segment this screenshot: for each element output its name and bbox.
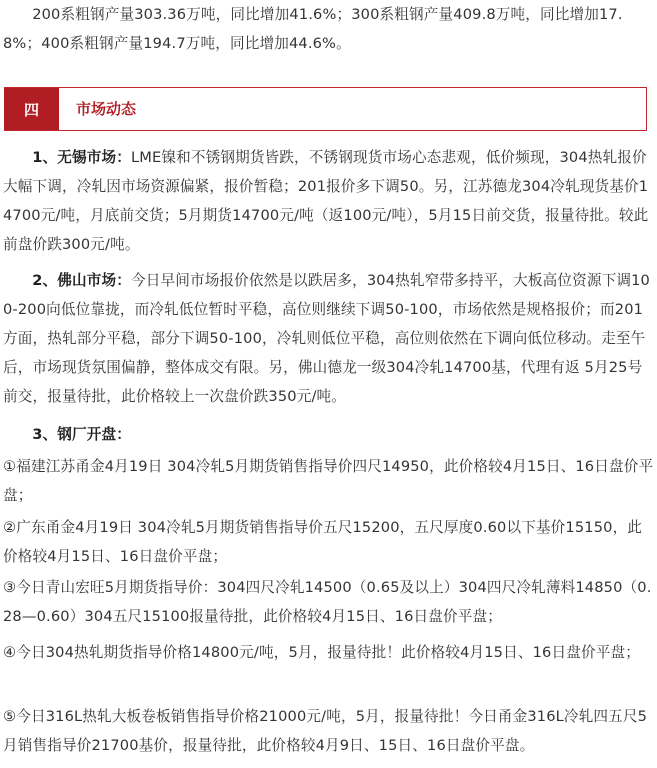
mills-heading-paragraph xyxy=(3,420,654,449)
mill-item-text: ②广东甬金4月19日 304冷轧5月期货销售指导价五尺15200，五尺厚度0.60以下基价15150，此价格较4月15日、16日盘价平盘； xyxy=(3,519,643,565)
mill-item xyxy=(3,573,654,631)
mill-item xyxy=(3,702,654,760)
section-number-badge: 四 xyxy=(4,88,59,130)
foshan-market-paragraph xyxy=(3,266,654,411)
wuxi-market-paragraph xyxy=(3,143,654,259)
mill-item-text: ⑤今日316L热轧大板卷板销售指导价格21000元/吨，5月，报量待批！今日甬金316L冷轧四五尺5月销售指导价21700基价，报量待批，此价格较4月9日、15日、16日盘价平盘。 xyxy=(3,708,648,754)
foshan-market-text: 今日早间市场报价依然是以跌居多，304热轧窄带多持平，大板高位资源下调100-200向低位靠拢，而冷轧低位暂时平稳，高位则继续下调50-100，市场依然是规格报价；而201方面，热轧部分平稳，部分下调50-100，冷轧则低位平稳，高位则依然在下调向低位移动。走至午后，市场现货氛围偏静，整体成交有限。另，佛山德龙一级304冷轧14700基，代理有返 5月25号前交，报量待批，此价格较上一次盘价跌350元/吨。 xyxy=(3,272,650,405)
mill-item xyxy=(3,638,654,667)
section-title: 市场动态 xyxy=(76,100,137,118)
intro-text: 200系粗钢产量303.36万吨，同比增加41.6%；300系粗钢产量409.8万吨，同比增加17.8%；400系粗钢产量194.7万吨，同比增加44.6%。 xyxy=(3,6,623,52)
wuxi-market-text: LME镍和不锈钢期货皆跌，不锈钢现货市场心态悲观，低价频现，304热轧报价大幅下调，冷轧因市场资源偏紧，报价暂稳；201报价多下调50。另，江苏德龙304冷轧现货基价14700元/吨，月底前交货；5月期货14700元/吨（返100元/吨），5月15日前交货，报量待批。较此前盘价跌300元/吨。 xyxy=(3,149,649,253)
mill-item xyxy=(3,452,654,510)
section-header xyxy=(4,87,647,131)
foshan-market-label: 2、佛山市场： xyxy=(32,272,131,289)
mill-item-text: ④今日304热轧期货指导价格14800元/吨，5月，报量待批！此价格较4月15日、16日盘价平盘； xyxy=(3,644,640,661)
mills-heading-label: 3、钢厂开盘： xyxy=(32,426,131,443)
mill-item-text: ③今日青山宏旺5月期货指导价：304四尺冷轧14500（0.65及以上）304四尺冷轧薄料14850（0.28—0.60）304五尺15100报量待批，此价格较4月15日、16日盘价平盘； xyxy=(3,579,652,625)
wuxi-market-label: 1、无锡市场： xyxy=(32,149,131,166)
mill-item xyxy=(3,513,654,571)
mill-item-text: ①福建江苏甬金4月19日 304冷轧5月期货销售指导价四尺14950，此价格较4月15日、16日盘价平盘； xyxy=(3,458,654,504)
intro-paragraph xyxy=(3,0,654,58)
